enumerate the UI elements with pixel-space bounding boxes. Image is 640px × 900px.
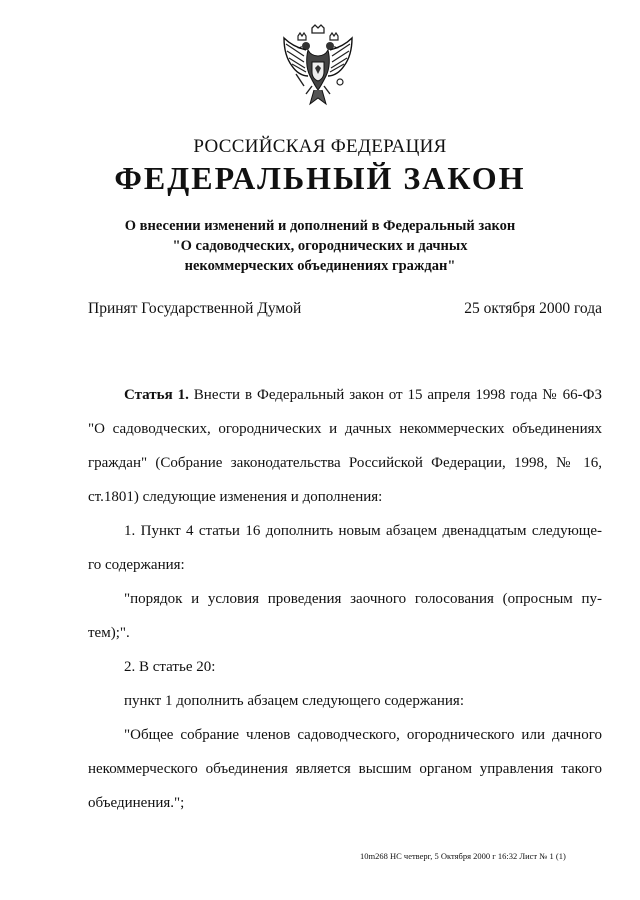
body-line: "О садоводческих, огороднических и дачных некоммерческих объединениях [88, 421, 602, 437]
article-1-line [88, 378, 602, 412]
law-title-line: некоммерческих объединениях граждан" [184, 258, 456, 274]
body-line: го содержания: [88, 557, 185, 573]
law-title-line: "О садоводческих, огороднических и дачных [172, 238, 468, 254]
coat-of-arms-emblem [276, 24, 360, 112]
body-line: граждан" (Собрание законодательства Российской Федерации, 1998, № 16, [88, 455, 602, 471]
document-type-heading: ФЕДЕРАЛЬНЫЙ ЗАКОН [114, 160, 526, 196]
adoption-row [88, 300, 602, 318]
quote-2-line: "Общее собрание членов садоводческого, огороднического или дачного [124, 727, 602, 743]
item-1-line: 1. Пункт 4 статьи 16 дополнить новым абзацем двенадцатым следующе- [124, 523, 602, 539]
body-line: ст.1801) следующие изменения и дополнения: [88, 489, 383, 505]
country-name: РОССИЙСКАЯ ФЕДЕРАЦИЯ [193, 136, 447, 157]
quote-1-line: "порядок и условия проведения заочного голосования (опросным пу- [124, 591, 602, 607]
adopted-by-text: Принят Государственной Думой [88, 300, 302, 317]
law-title [80, 216, 560, 276]
item-2-line: 2. В статье 20: [124, 659, 216, 675]
law-title-line: О внесении изменений и дополнений в Федеральный закон [124, 218, 516, 234]
article-text: Внести в Федеральный закон от 15 апреля 1998 года № 66-ФЗ [193, 387, 603, 403]
quote-1-line: тем);". [88, 625, 130, 641]
quote-2-line: некоммерческого объединения является высшим органом управления такого [88, 761, 602, 777]
quote-2-line: объединения."; [88, 795, 185, 811]
double-headed-eagle-icon [276, 24, 360, 112]
article-label: Статья 1. [124, 387, 189, 403]
document-body [88, 378, 602, 820]
page-footer: 10m268 НС четверг, 5 Октября 2000 г 16:32 Лист № 1 (1) [360, 851, 566, 861]
item-2-sub-line: пункт 1 дополнить абзацем следующего содержания: [124, 693, 464, 709]
adoption-date: 25 октября 2000 года [464, 300, 602, 317]
